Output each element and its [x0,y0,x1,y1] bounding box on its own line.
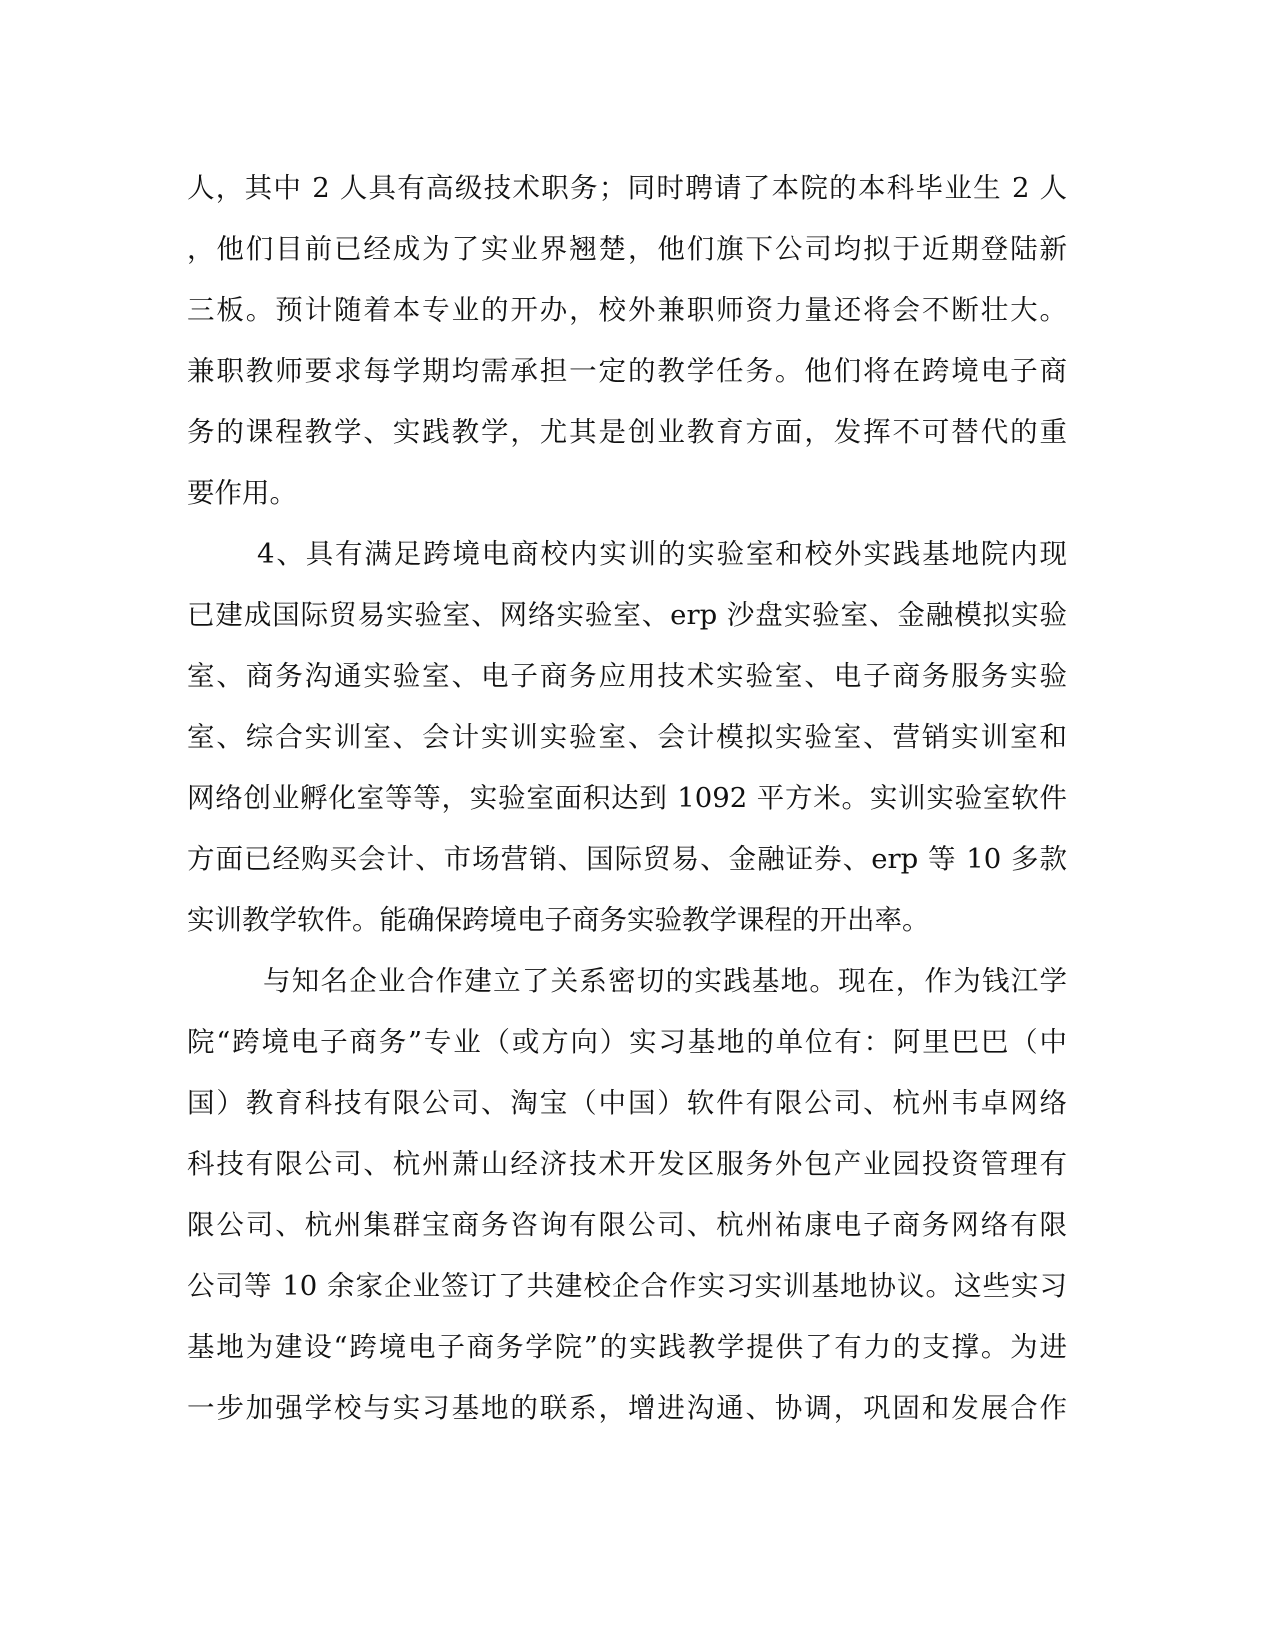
text-line: 网络创业孵化室等等，实验室面积达到 1092 平方米。实训实验室软件 [187,782,1067,814]
text-line: 科技有限公司、杭州萧山经济技术开发区服务外包产业园投资管理有 [187,1148,1067,1180]
text-line: 室、商务沟通实验室、电子商务应用技术实验室、电子商务服务实验 [187,660,1067,692]
text-line: 一步加强学校与实习基地的联系，增进沟通、协调，巩固和发展合作 [187,1392,1067,1424]
text-line: 人，其中 2 人具有高级技术职务；同时聘请了本院的本科毕业生 2 人 [187,172,1067,204]
text-line: 务的课程教学、实践教学，尤其是创业教育方面，发挥不可替代的重 [187,416,1067,448]
text-line: 限公司、杭州集群宝商务咨询有限公司、杭州祐康电子商务网络有限 [187,1209,1067,1241]
text-line: 公司等 10 余家企业签订了共建校企合作实习实训基地协议。这些实习 [187,1270,1067,1302]
text-line: 与知名企业合作建立了关系密切的实践基地。现在，作为钱江学 [263,965,1067,997]
text-line: 三板。预计随着本专业的开办，校外兼职师资力量还将会不断壮大。 [187,294,1067,326]
text-line: 要作用。 [187,477,297,509]
text-line: 方面已经购买会计、市场营销、国际贸易、金融证券、erp 等 10 多款 [187,843,1067,875]
text-line: 国）教育科技有限公司、淘宝（中国）软件有限公司、杭州韦卓网络 [187,1087,1067,1119]
text-line: ，他们目前已经成为了实业界翘楚，他们旗下公司均拟于近期登陆新 [187,233,1067,265]
text-line: 已建成国际贸易实验室、网络实验室、erp 沙盘实验室、金融模拟实验 [187,599,1067,631]
text-line: 室、综合实训室、会计实训实验室、会计模拟实验室、营销实训室和 [187,721,1067,753]
text-line: 实训教学软件。能确保跨境电子商务实验教学课程的开出率。 [187,904,930,936]
text-line: 兼职教师要求每学期均需承担一定的教学任务。他们将在跨境电子商 [187,355,1067,387]
text-line: 院“跨境电子商务”专业（或方向）实习基地的单位有：阿里巴巴（中 [187,1026,1067,1058]
document-body [187,158,1067,1439]
text-line: 基地为建设“跨境电子商务学院”的实践教学提供了有力的支撑。为进 [187,1331,1067,1363]
text-line: 4、具有满足跨境电商校内实训的实验室和校外实践基地院内现 [257,538,1067,570]
